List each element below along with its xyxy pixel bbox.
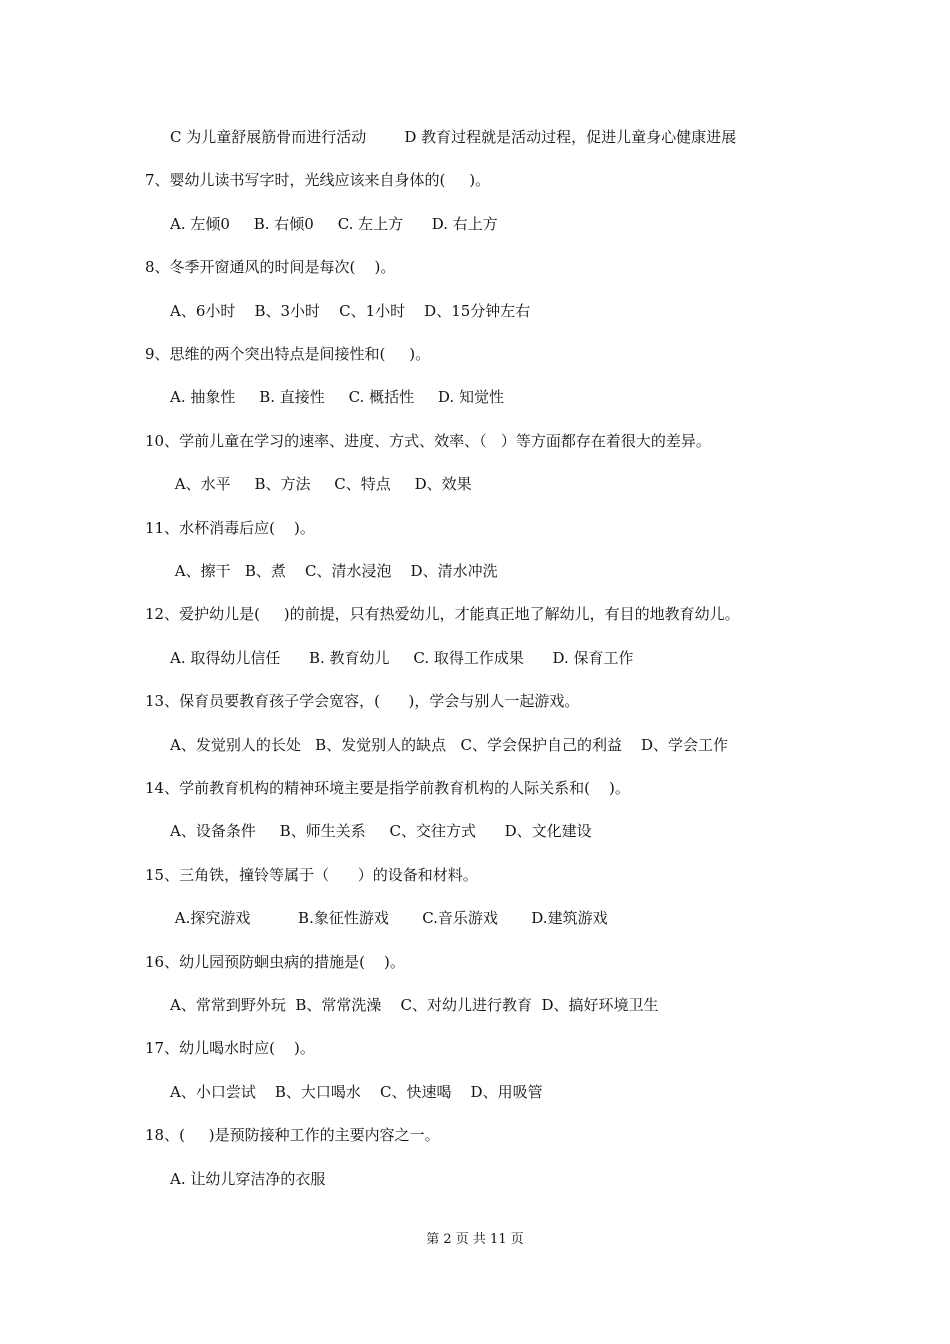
answer-options: A、常常到野外玩 B、常常洗澡 C、对幼儿进行教育 D、搞好环境卫生 bbox=[170, 996, 659, 1014]
question-text: 10、学前儿童在学习的速率、进度、方式、效率、（ ）等方面都存在着很大的差异。 bbox=[145, 432, 711, 450]
answer-options: A. 抽象性 B. 直接性 C. 概括性 D. 知觉性 bbox=[170, 388, 504, 406]
question-text: 7、婴幼儿读书写字时，光线应该来自身体的( )。 bbox=[145, 171, 491, 189]
answer-options: A. 取得幼儿信任 B. 教育幼儿 C. 取得工作成果 D. 保育工作 bbox=[170, 649, 634, 667]
question-text: 15、三角铁，撞铃等属于（ ）的设备和材料。 bbox=[145, 866, 478, 884]
question-text: 18、( )是预防接种工作的主要内容之一。 bbox=[145, 1126, 440, 1144]
question-text: 12、爱护幼儿是( )的前提，只有热爱幼儿，才能真正地了解幼儿，有目的地教育幼儿。 bbox=[145, 605, 740, 623]
answer-options: A、6小时 B、3小时 C、1小时 D、15分钟左右 bbox=[170, 302, 531, 320]
answer-options: A、水平 B、方法 C、特点 D、效果 bbox=[170, 475, 472, 493]
question-text: 16、幼儿园预防蛔虫病的措施是( )。 bbox=[145, 953, 405, 971]
question-text: 13、保育员要教育孩子学会宽容，( )，学会与别人一起游戏。 bbox=[145, 692, 580, 710]
question-text: 14、学前教育机构的精神环境主要是指学前教育机构的人际关系和( )。 bbox=[145, 779, 630, 797]
page-footer: 第 2 页 共 11 页 bbox=[426, 1232, 524, 1247]
question-text: 17、幼儿喝水时应( )。 bbox=[145, 1039, 315, 1057]
answer-options: A. 左倾0 B. 右倾0 C. 左上方 D. 右上方 bbox=[170, 215, 498, 233]
question-text: 8、冬季开窗通风的时间是每次( )。 bbox=[145, 258, 396, 276]
answer-options: A.探究游戏 B.象征性游戏 C.音乐游戏 D.建筑游戏 bbox=[170, 909, 608, 927]
answer-options: A、设备条件 B、师生关系 C、交往方式 D、文化建设 bbox=[170, 822, 592, 840]
question-text: 11、水杯消毒后应( )。 bbox=[145, 519, 315, 537]
answer-options: A、发觉别人的长处 B、发觉别人的缺点 C、学会保护自己的利益 D、学会工作 bbox=[170, 736, 729, 754]
question-text: 9、思维的两个突出特点是间接性和( )。 bbox=[145, 345, 431, 363]
answer-options: A. 让幼儿穿洁净的衣服 bbox=[170, 1170, 326, 1188]
answer-options: A、小口尝试 B、大口喝水 C、快速喝 D、用吸管 bbox=[170, 1083, 543, 1101]
answer-options: C 为儿童舒展筋骨而进行活动 D 教育过程就是活动过程，促进儿童身心健康进展 bbox=[170, 128, 737, 146]
answer-options: A、擦干 B、煮 C、清水浸泡 D、清水冲洗 bbox=[170, 562, 498, 580]
